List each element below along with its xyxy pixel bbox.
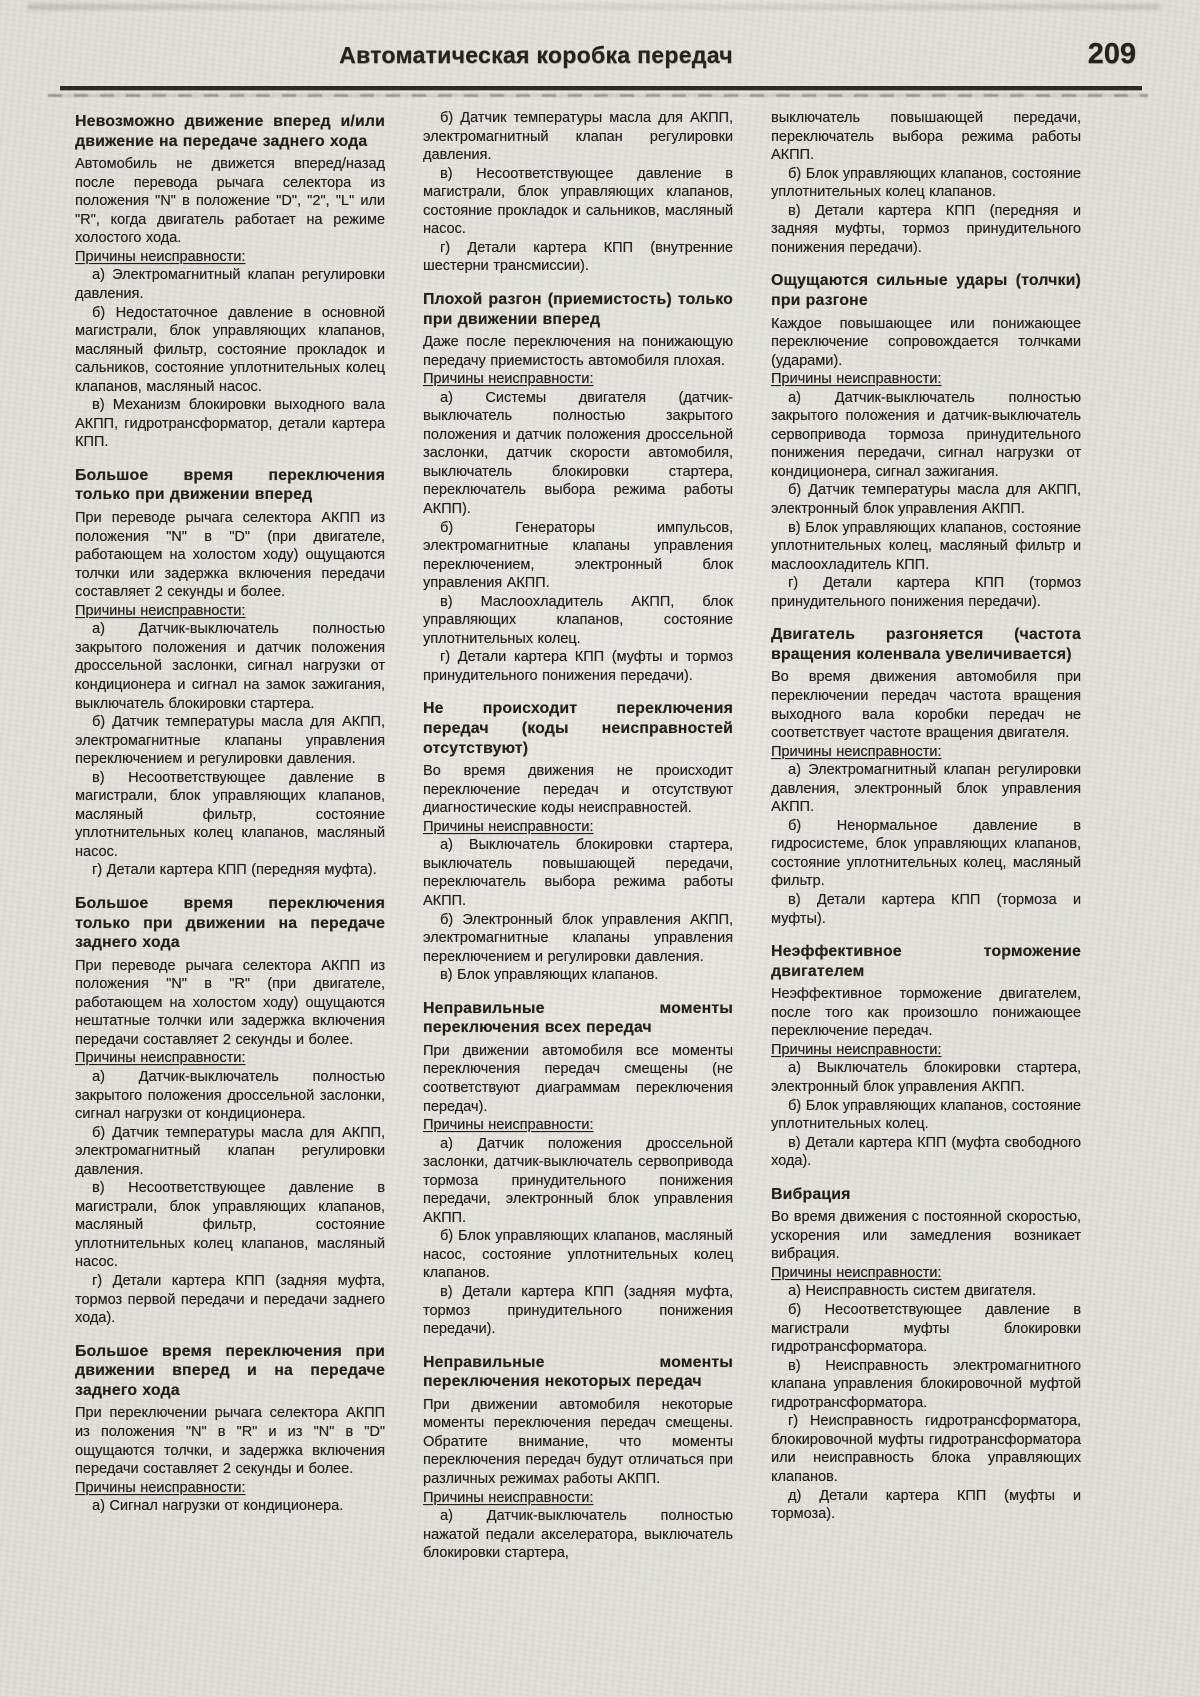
cause-item: а) Датчик-выключатель полностью закрытого положения дроссельной заслонки, сигнал нагрузки от кондиционера. [75,1069,385,1123]
section-heading: Двигатель разгоняется (частота вращения коленвала увеличивается) [771,626,1081,663]
cause-item: в) Детали картера КПП (тормоза и муфты). [771,892,1081,927]
section-body: Во время движения с постоянной скоростью, ускорения или замедления возникает вибрация. [771,1209,1081,1263]
cause-item: в) Детали картера КПП (передняя и задняя муфты, тормоз принудительного понижения передачи). [771,202,1081,256]
cause-item: а) Датчик-выключатель полностью нажатой педали акселератора, выключатель блокировки стартера, [423,1508,733,1562]
cause-item: б) Несоответствующее давление в магистрали муфты блокировки гидротрансформатора. [771,1302,1081,1356]
cause-item: а) Электромагнитный клапан регулировки давления. [75,267,385,302]
causes-label: Причины неисправности: [771,371,942,388]
section-heading: Не происходит переключения передач (коды неисправностей отсутствуют) [423,700,733,757]
section-heading: Плохой разгон (приемистость) только при движении вперед [423,290,733,328]
cause-item: а) Электромагнитный клапан регулировки давления, электронный блок управления АКПП. [771,762,1081,816]
section-heading: Большое время переключения только при движении вперед [75,466,385,504]
cause-item: г) Детали картера КПП (тормоз принудительного понижения передачи). [771,575,1081,610]
section-body: Во время движения не происходит переключение передач и отсутствуют диагностические коды неисправностей. [423,763,733,817]
section-heading: Ощущаются сильные удары (толчки) при разгоне [771,272,1081,309]
section-heading: Неэффективное торможение двигателем [771,943,1081,980]
section-heading: Большое время переключения при движении вперед и на передаче заднего хода [75,1342,385,1399]
section-body: Во время движения автомобиля при переключении передач частота вращения выходного вала коробки передач не соответствует частоте вращения двигателя. [771,669,1081,742]
cause-item: а) Выключатель блокировки стартера, электронный блок управления АКПП. [771,1060,1081,1095]
cause-item: а) Неисправность систем двигателя. [788,1283,1037,1300]
causes-label: Причины неисправности: [771,743,942,760]
causes-label: Причины неисправности: [771,1264,942,1281]
header-rule [60,86,1142,90]
causes-label: Причины неисправности: [75,248,246,265]
column-2 [423,109,733,1563]
section-heading: Неправильные моменты переключения некоторых передач [423,1353,733,1391]
cause-item: б) Ненормальное давление в гидросистеме, блок управляющих клапанов, состояние уплотнительных колец, масляный фильтр. [771,817,1081,890]
cause-item: г) Неисправность гидротрансформатора, блокировочной муфты гидротрансформатора или неисправность блока управляющих клапанов. [771,1413,1081,1485]
cause-item: в) Механизм блокировки выходного вала АКПП, гидротрансформатор, детали картера КПП. [75,397,385,451]
section-body: Каждое повышающее или понижающее переключение сопровождается толчками (ударами). [771,315,1081,369]
causes-label: Причины неисправности: [423,1489,594,1506]
cause-item: б) Датчик температуры масла для АКПП, электромагнитный клапан регулировки давления. [423,110,733,164]
cause-item: а) Датчик-выключатель полностью закрытого положения и датчик положения дроссельной заслонки, сигнал нагрузки от кондиционера и сигнал на замок зажигания, выключатель блокировки стартера. [75,621,385,712]
section-body: При движении автомобиля некоторые моменты переключения передач смещены. Обратите внимание, что моменты переключения передач будут отличаться при различных режимах работы АКПП. [423,1396,733,1488]
causes-label: Причины неисправности: [423,371,594,388]
cause-item: б) Блок управляющих клапанов, масляный насос, состояние уплотнительных колец клапанов. [423,1228,733,1282]
cause-item-continued: выключатель повышающей передачи, переключатель выбора режима работы АКПП. [771,110,1081,164]
content-columns [0,97,1200,1563]
cause-item: г) Детали картера КПП (муфты и тормоз принудительного понижения передачи). [423,649,733,684]
cause-item: а) Датчик положения дроссельной заслонки, датчик-выключатель сервопривода тормоза принудительного понижения передачи, электронный блок управления АКПП. [423,1135,733,1226]
cause-item: б) Блок управляющих клапанов, состояние уплотнительных колец. [771,1097,1081,1133]
causes-label: Причины неисправности: [75,1050,246,1067]
cause-item: в) Детали картера КПП (муфта свободного хода). [771,1134,1081,1170]
cause-item: в) Маслоохладитель АКПП, блок управляющих клапанов, состояние уплотнительных колец. [423,593,733,647]
header-rule-shadow [48,94,1148,97]
causes-label: Причины неисправности: [423,1117,594,1134]
section-body: При переключении рычага селектора АКПП из положения "N" в "R" и из "N" в "D" ощущаются толчки, и задержка включения передачи составляет 2 секунды и более. [75,1405,385,1478]
cause-item: в) Неисправность электромагнитного клапана управления блокировочной муфтой гидротрансформатора. [771,1357,1081,1411]
column-1 [75,109,385,1516]
causes-label: Причины неисправности: [423,818,594,835]
section-heading: Вибрация [771,1185,851,1203]
causes-label: Причины неисправности: [75,602,246,619]
section-body: Даже после переключения на понижающую передачу приемистость автомобиля плохая. [423,334,733,369]
cause-item: в) Несоответствующее давление в магистрали, блок управляющих клапанов, масляный фильтр, состояние уплотнительных колец клапанов, масляный насос. [75,769,385,860]
cause-item: б) Электронный блок управления АКПП, электромагнитные клапаны управления переключением и регулировки давления. [423,911,733,965]
cause-item: б) Датчик температуры масла для АКПП, электромагнитный клапан регулировки давления. [75,1124,385,1178]
cause-item: б) Датчик температуры масла для АКПП, электромагнитные клапаны управления переключением и регулировки давления. [75,714,385,768]
page-title: Автоматическая коробка передач [339,42,733,68]
cause-item: а) Системы двигателя (датчик-выключатель полностью закрытого положения и датчик положения дроссельной заслонки, датчик скорости автомобиля, выключатель блокировки стартера, переключатель выбора режима работы АКПП). [423,389,733,517]
section-heading: Неправильные моменты переключения всех передач [423,999,733,1037]
section-body: При переводе рычага селектора АКПП из положения "N" в "R" (при двигателе, работающем на холостом ходу) ощущаются нештатные толчки или задержка включения передачи составляет 2 секунды и более. [75,957,385,1048]
section-body: Автомобиль не движется вперед/назад после перевода рычага селектора из положения "N" в положение "D", "2", "L" или "R", когда двигатель работает на режиме холостого хода. [75,156,385,247]
cause-item: б) Генераторы импульсов, электромагнитные клапаны управления переключением, электронный блок управления АКПП. [423,519,733,592]
cause-item: а) Выключатель блокировки стартера, выключатель повышающей передачи, переключатель выбора режима работы АКПП. [423,837,733,910]
cause-item: в) Детали картера КПП (задняя муфта, тормоз принудительного понижения передачи). [423,1284,733,1338]
section-body: При движении автомобиля все моменты переключения передач смещены (не соответствуют диаграммам переключения передач). [423,1042,733,1115]
cause-item: а) Датчик-выключатель полностью закрытого положения и датчик-выключатель сервопривода тормоза принудительного понижения передачи, сигнал нагрузки от кондиционера, сигнал зажигания. [771,389,1081,480]
cause-item: б) Недостаточное давление в основной магистрали, блок управляющих клапанов, масляный фильтр, состояние прокладок и сальников, состояние уплотнительных колец клапанов, масляный насос. [75,304,385,395]
cause-item: б) Блок управляющих клапанов, состояние уплотнительных колец клапанов. [771,165,1081,201]
section-body: При переводе рычага селектора АКПП из положения "N" в "D" (при двигателе, работающем на холостом ходу) ощущаются толчки или задержка включения передачи составляет 2 секунды и более. [75,510,385,601]
causes-label: Причины неисправности: [771,1041,942,1058]
cause-item: г) Детали картера КПП (внутренние шестерни трансмиссии). [423,239,733,275]
cause-item: в) Несоответствующее давление в магистрали, блок управляющих клапанов, масляный фильтр, состояние уплотнительных колец клапанов, масляный насос. [75,1180,385,1271]
cause-item: в) Блок управляющих клапанов, состояние уплотнительных колец, масляный фильтр и маслоохладитель КПП. [771,519,1081,573]
cause-item: в) Несоответствующее давление в магистрали, блок управляющих клапанов, состояние прокладок и сальников, масляный насос. [423,165,733,238]
section-body: Неэффективное торможение двигателем, после того как произошло понижающее переключение передач. [771,986,1081,1040]
cause-item: д) Детали картера КПП (муфты и тормоза). [771,1487,1081,1523]
cause-item: в) Блок управляющих клапанов. [440,967,659,984]
cause-item: б) Датчик температуры масла для АКПП, электронный блок управления АКПП. [771,482,1081,517]
section-heading: Невозможно движение вперед и/или движение на передаче заднего хода [75,113,385,150]
cause-item: г) Детали картера КПП (задняя муфта, тормоз первой передачи и передачи заднего хода). [75,1273,385,1327]
cause-item: г) Детали картера КПП (передняя муфта). [92,862,377,879]
page-header [62,38,1140,84]
page-number: 209 [1087,38,1136,70]
column-3 [771,109,1081,1524]
cause-item: а) Сигнал нагрузки от кондиционера. [92,1498,344,1515]
section-heading: Большое время переключения только при движении на передаче заднего хода [75,895,385,952]
causes-label: Причины неисправности: [75,1479,246,1496]
